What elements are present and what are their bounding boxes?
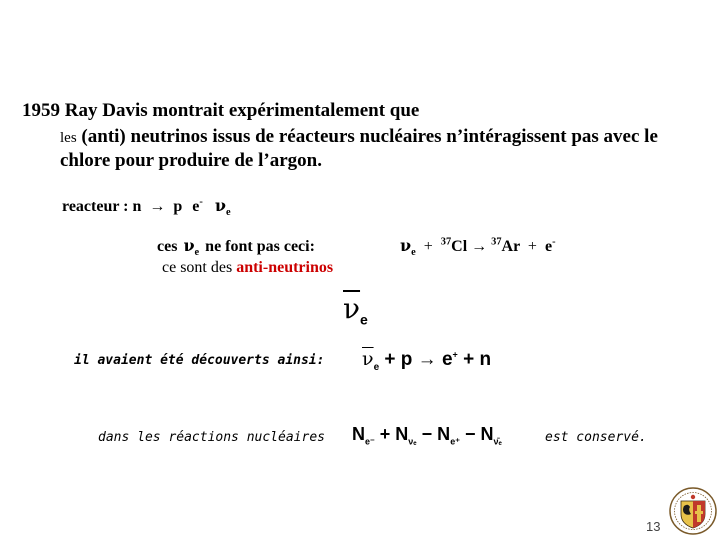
reactor-label: reacteur : n	[62, 198, 142, 215]
ces-neutrino: $\nu_e$	[183, 236, 200, 259]
reactor-equation	[62, 196, 231, 219]
line-2-rest: (anti) neutrinos issus de réacteurs nucléaires n’intéragissent pas avec le	[76, 126, 658, 147]
lepton-number-expression: $N_{e^-} + N_{\nu_e} - N_{e^+} - N_{\nū_e}$	[352, 424, 502, 447]
rx1-electron: e-	[544, 236, 556, 255]
rx2-plus-neutron: + n	[463, 349, 492, 370]
university-seal-icon	[668, 486, 718, 536]
reactor-proton: p	[173, 198, 183, 215]
chlore-reaction	[400, 236, 556, 259]
reactor-electron: e-	[192, 196, 203, 215]
rx2-arrow: →	[417, 349, 437, 370]
reactions-nucleaires-text: dans les réactions nucléaires	[98, 430, 325, 445]
page-number: 13	[646, 519, 661, 534]
discovery-reaction	[362, 348, 491, 371]
rx1-plus2: +	[527, 238, 537, 255]
rx1-chlorine: $^{37}$Cl	[440, 236, 468, 255]
line-2-prefix: les	[60, 130, 77, 146]
est-conserve-text: est conservé.	[545, 430, 647, 445]
ces-line	[157, 236, 315, 259]
rx1-arrow: →	[471, 238, 488, 255]
ces-suffix: ne font pas ceci:	[205, 238, 315, 255]
rx2-plus-proton: + p	[384, 349, 413, 370]
rx1-argon: $^{37}$Ar	[491, 236, 520, 255]
line-2	[60, 126, 658, 148]
line-1: 1959 Ray Davis montrait expérimentalement que	[22, 100, 420, 121]
reactor-arrow: →	[149, 198, 166, 215]
rx1-plus: +	[423, 238, 433, 255]
ces-prefix: ces	[157, 238, 178, 255]
decouverts-text: il avaient été découverts ainsi:	[74, 353, 325, 368]
sont-line	[162, 259, 333, 277]
antineutrino-symbol: $\overline{\nu}_e$	[343, 292, 368, 328]
rx2-positron: e+	[441, 349, 458, 370]
rx1-neutrino: $\nu_e$	[400, 236, 416, 259]
rx2-antineutrino: $\overline{\nu}_e$	[362, 348, 380, 373]
sont-prefix: ce sont des	[162, 259, 233, 276]
anti-neutrinos-label: anti-neutrinos	[236, 259, 334, 276]
reactor-neutrino: $\nu_e$	[214, 196, 231, 219]
line-3: chlore pour produire de l’argon.	[60, 150, 322, 171]
